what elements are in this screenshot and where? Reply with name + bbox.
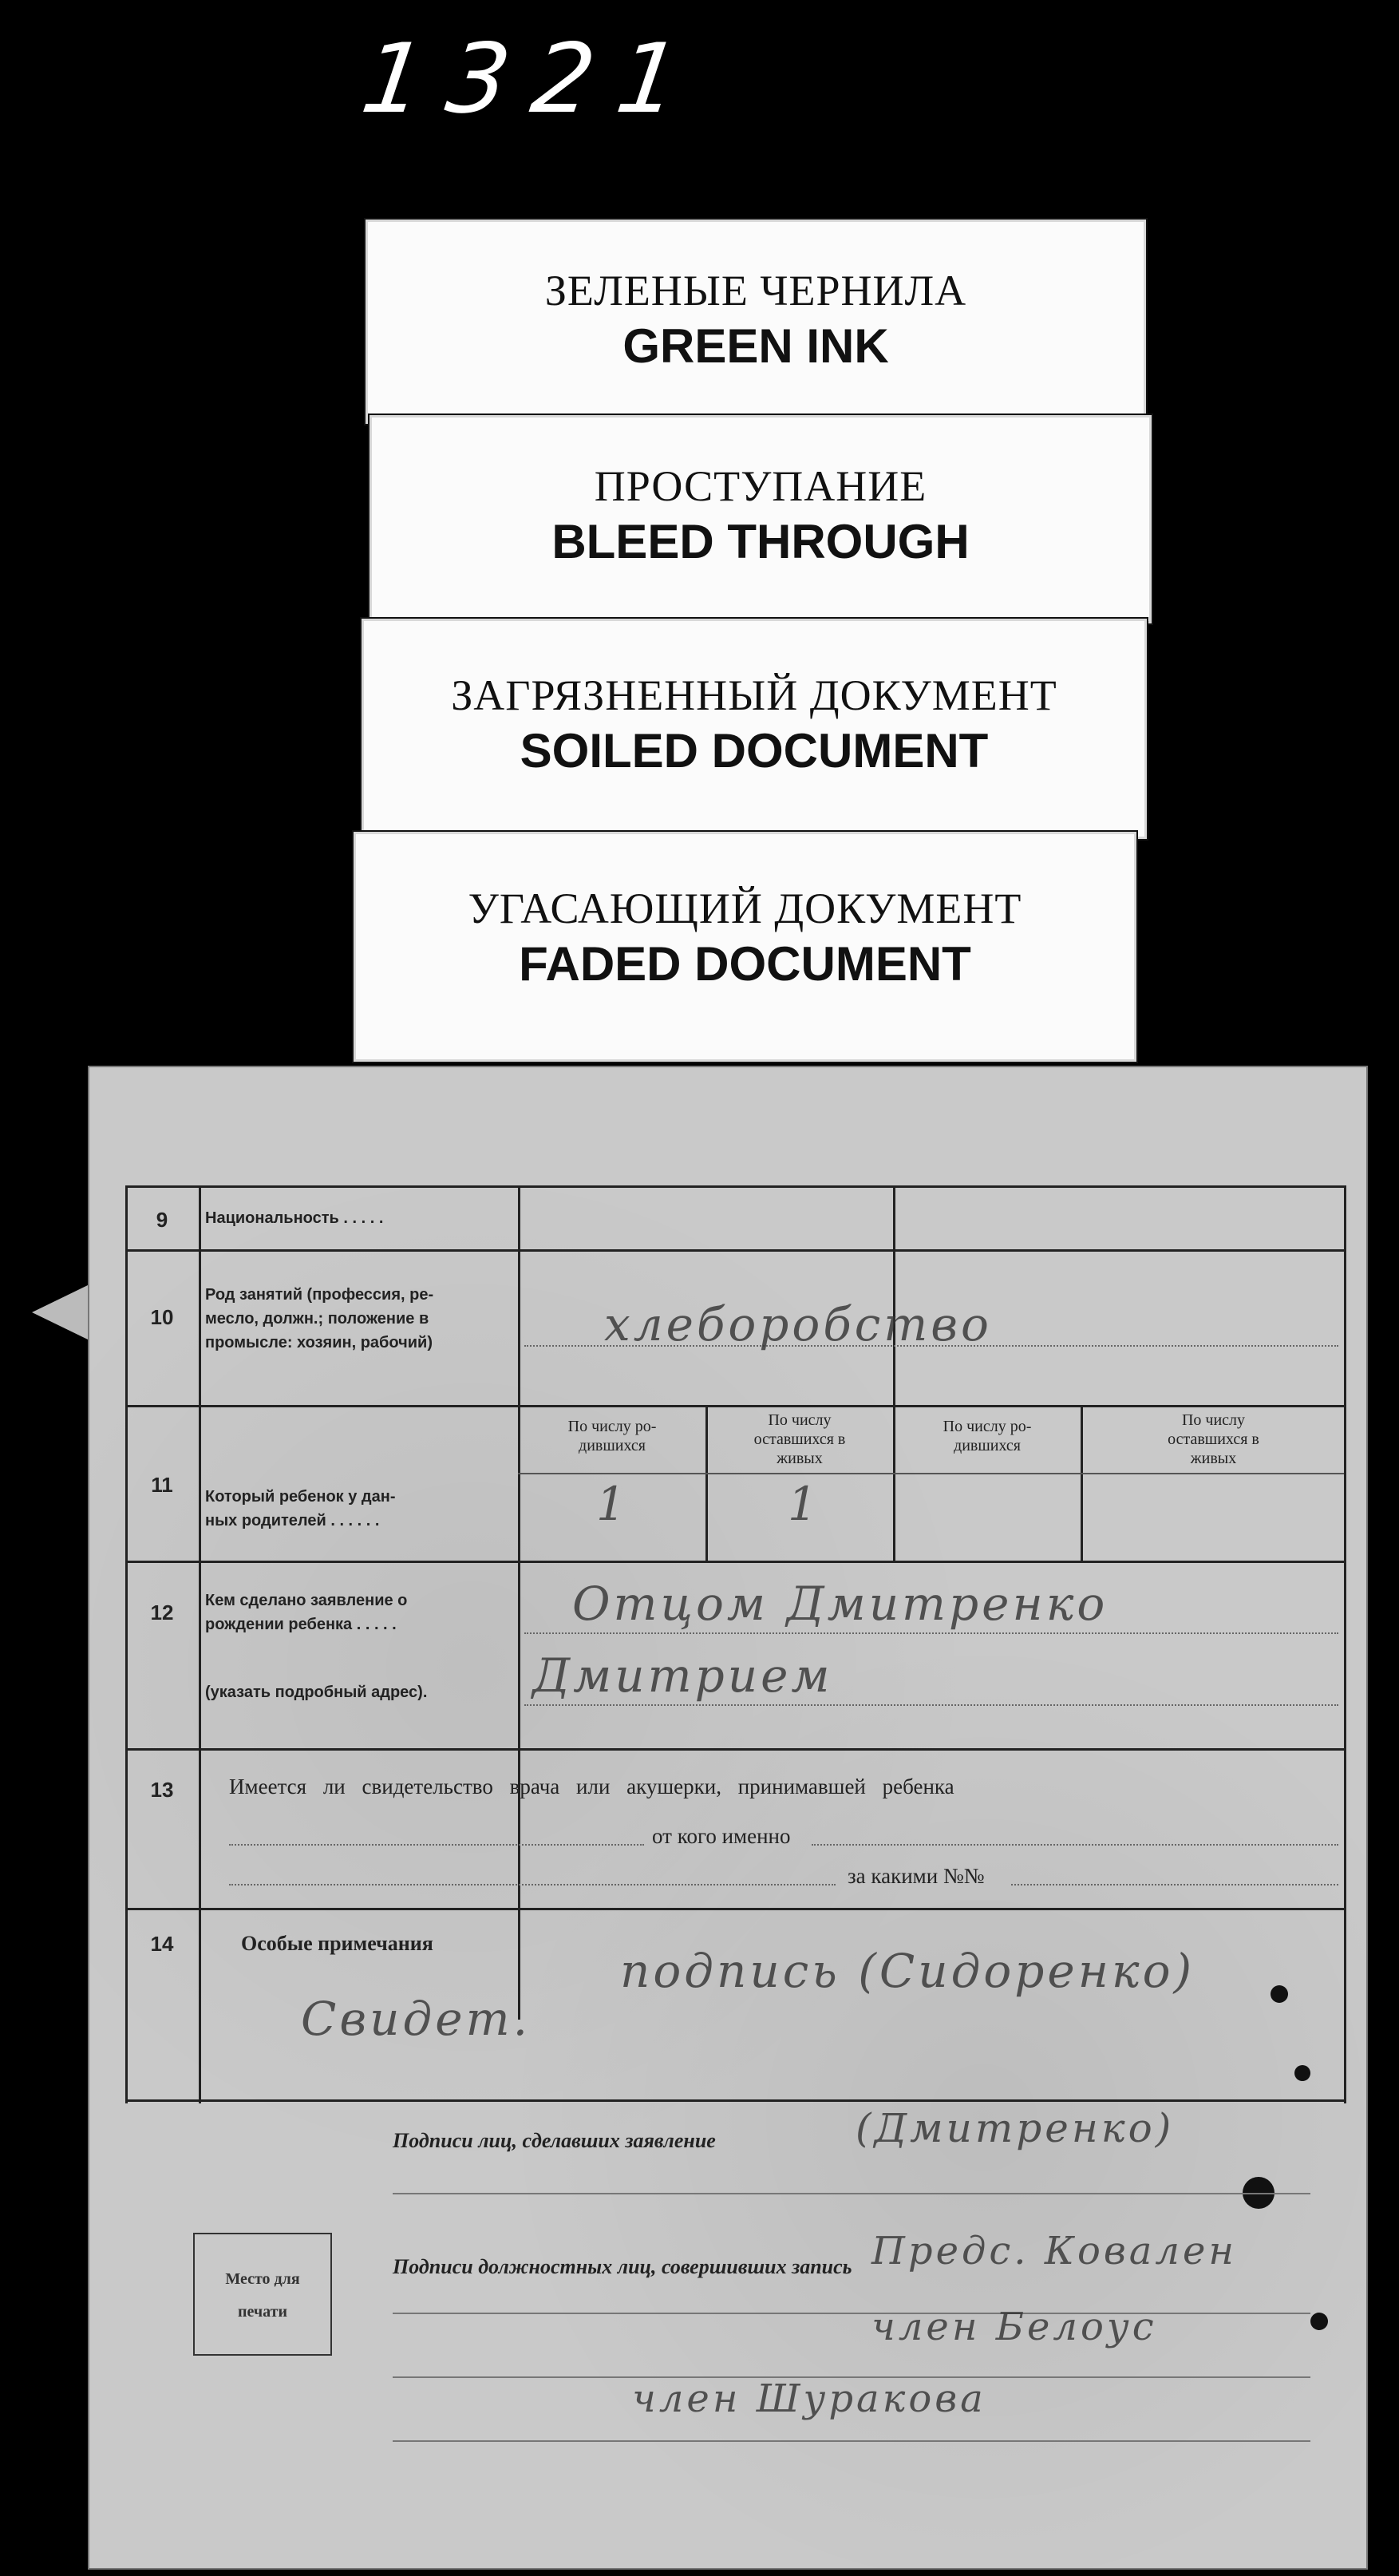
row-label: месло, должн.; положение в [205,1310,429,1328]
punch-hole [1310,2313,1328,2330]
row-number: 12 [150,1601,174,1624]
applicant-signature: (Дмитренко) [856,2105,1175,2151]
row-13-text: за какими №№ [848,1864,985,1888]
record-page [88,1066,1368,2570]
official-signatures-label: Подписи должностных лиц, совершивших запись [393,2255,852,2278]
row-13-text: от кого именно [652,1824,791,1848]
form-row-14-bottom [125,2099,1346,2102]
column-header [520,1417,704,1455]
label-en-text: BLEED THROUGH [551,515,970,568]
row-label: Национальность . . . . . [205,1209,384,1227]
children-living-handwriting: 1 [788,1477,820,1531]
row-label: Кем сделано заявление о [205,1592,408,1609]
row-number: 9 [156,1208,168,1232]
row-label: промысле: хозяин, рабочий) [205,1334,433,1351]
stamp-place-label: печати [237,2303,287,2321]
column-header-text: оставшихся в [1168,1430,1259,1448]
row-label: (указать подробный адрес). [205,1684,428,1701]
fill-line [524,1704,1338,1706]
applicant-signatures-label: Подписи лиц, сделавших заявление [393,2129,716,2152]
label-soiled-document [362,619,1147,839]
column-header-text: оставшихся в [753,1430,846,1448]
label-bleed-through [370,415,1152,623]
signature-line [393,2193,1310,2194]
official-signature: Предс. Ковален [871,2229,1237,2273]
label-ru-text: ЗАГРЯЗНЕННЫЙ ДОКУМЕНТ [451,671,1057,719]
note-handwriting: подпись (Сидоренко) [620,1944,1195,1998]
row-13-text: Имеется ли свидетельство врача или акушерки, принимавшей ребенка [229,1775,954,1798]
column-header-text: дившихся [954,1437,1021,1454]
label-green-ink [366,220,1146,424]
column-header [708,1411,891,1468]
column-header-text: По числу [1181,1411,1246,1429]
stamp-place-label: Место для [225,2270,300,2288]
column-header-text: По числу [768,1411,832,1429]
label-faded-document [354,832,1136,1062]
page-edge-tab [32,1285,88,1339]
row-number: 10 [150,1305,174,1329]
fill-line [1011,1884,1338,1886]
signature-line [393,2313,1310,2314]
fill-line [229,1884,836,1886]
label-en-text: GREEN INK [622,319,889,373]
fill-line [812,1844,1338,1846]
fill-line [229,1844,644,1846]
label-ru-text: ЗЕЛЕНЫЕ ЧЕРНИЛА [544,267,967,315]
row-label: Особые примечания [241,1932,433,1955]
official-signature: член Белоус [871,2305,1157,2349]
label-en-text: SOILED DOCUMENT [520,724,989,778]
note-handwriting: Свидет. [301,1992,532,2046]
occupation-handwriting: хлеборобство [604,1297,992,1351]
row-label: рождении ребенка . . . . . [205,1616,397,1633]
applicant-handwriting: Дмитрием [532,1648,833,1703]
column-header [895,1417,1079,1455]
label-en-text: FADED DOCUMENT [519,937,971,991]
row-number: 11 [151,1473,173,1497]
stamp-place-box [193,2233,332,2356]
column-header-text: По числу ро- [567,1418,657,1435]
row-label: ных родителей . . . . . . [205,1512,380,1529]
column-header-text: дившихся [579,1437,646,1454]
children-born-handwriting: 1 [596,1477,629,1531]
cell-line [518,1473,1344,1474]
signature-line [393,2440,1310,2442]
column-header-text: живых [1190,1450,1237,1467]
official-signature: член Шуракова [632,2376,986,2421]
applicant-handwriting: Отцом Дмитренко [572,1577,1109,1631]
column-header-text: живых [777,1450,823,1467]
row-number: 13 [150,1778,174,1802]
column-header-text: По числу ро- [943,1418,1032,1435]
row-number: 14 [150,1932,174,1956]
column-header [1083,1411,1344,1468]
fill-line [524,1632,1338,1634]
row-label: Род занятий (профессия, ре- [205,1286,434,1304]
row-label: Который ребенок у дан- [205,1488,396,1506]
label-ru-text: ПРОСТУПАНИЕ [594,462,927,510]
label-ru-text: УГАСАЮЩИЙ ДОКУМЕНТ [468,884,1022,932]
frame-number: 1321 [355,24,711,135]
